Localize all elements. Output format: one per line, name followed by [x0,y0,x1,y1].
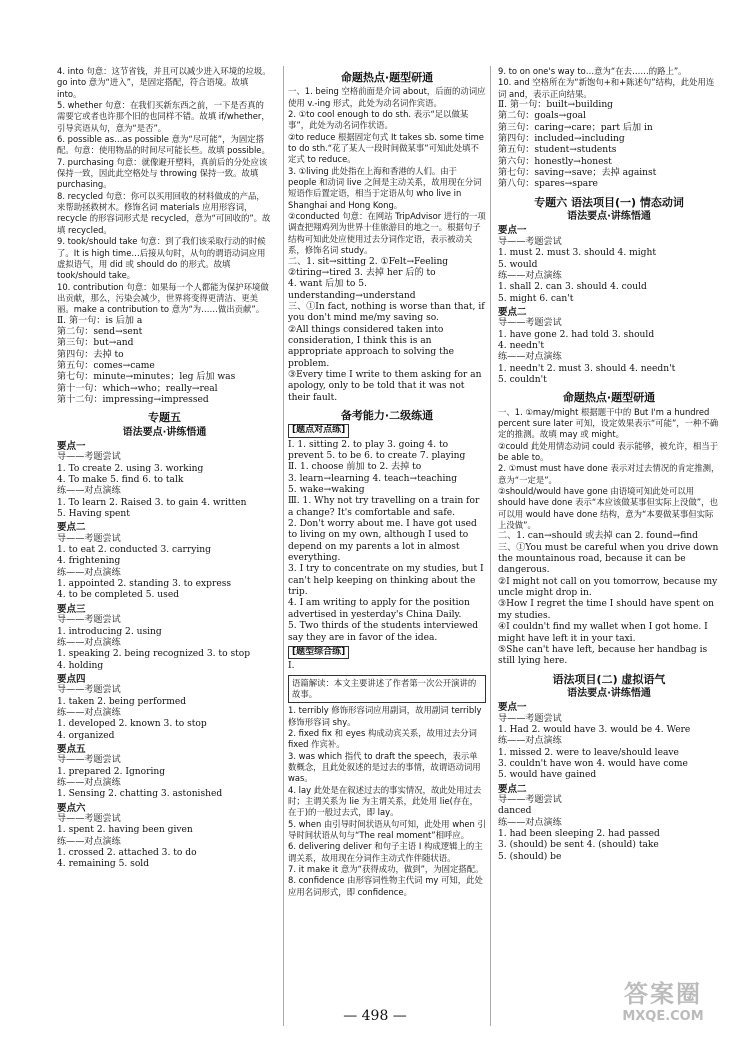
answer-line: 导——考题尝试 [498,318,562,329]
answer-line: ②All things considered taken into consideration, I think this is an appropriate approach to solving the problem. [288,324,455,369]
answer-line: 1. missed 2. were to leave/should leave [498,747,679,758]
answer-line: Ⅰ. 1. sitting 2. to play 3. going 4. to prevent 5. to be 6. to create 7. playing [288,439,466,461]
answer-line: 1. Sensing 2. chatting 3. astonished [57,789,223,800]
answer-line: 1. spent 2. having been given [57,825,193,836]
answer-line: 1. speaking 2. being recognized 3. to stop [57,649,251,660]
answer-line: 2. fixed fix 和 eyes 构成动宾关系，故用过去分词 fixed 作宾补。 [288,727,477,750]
answer-line: 1. crossed 2. attached 3. to do [57,848,197,859]
answer-line: ②should/would have gone 由语境可知此处可以用 should have done 表示“本应该做某事但实际上没做”，也可以用 would have done 结构，意为“本要做某事但实际上没做”。 [498,486,718,531]
answer-line: 9. took/should take 句意：到了我们该采取行动的时候了。It is high time…后接从句时，从句的谓语动词应用虚拟语气，用 did 或 should do 的形式。故填 took/should take。 [57,236,266,281]
answer-line: 5. whether 句意：在我们买新东西之前，一下是否真的需要它或者也许那个旧的也同样不错。故填 if/whether，引导宾语从句，意为“是否”。 [57,100,270,133]
answer-line: 4. to be completed 5. used [57,590,180,601]
point-heading: 要点六 [57,802,86,814]
point-heading: 要点二 [498,306,527,318]
answer-line: 4. into 句意：这节省钱，并且可以减少进入环境的垃圾。go into 意为“进入”，是固定搭配，符合语境。故填 into。 [57,66,271,99]
answer-line: 导——考题尝试 [57,755,121,766]
answer-line: 6. possible as…as possible 意为“尽可能”，为固定搭配。句意：使用物品的时间尽可能长些。故填 possible。 [57,134,270,156]
page-number: — 498 — [343,1008,407,1024]
answer-line: 4. frightening [57,556,121,567]
answer-line: 导——考题尝试 [57,814,121,824]
answer-line: 1. have gone 2. had told 3. should [498,329,655,340]
answer-line: ②tiring→tired 3. 去掉 her 后的 to [288,267,436,278]
answer-line: 第十一句：which→who；really→real [57,383,218,394]
answer-line: 二、1. sit→sitting 2. ①Felt→Feeling [288,256,449,267]
answer-line: 练——对点演练 [57,777,121,788]
answer-line: ②I might not call on you tomorrow, because my uncle might drop in. [498,576,718,599]
answer-line: 5. couldn't [498,374,547,385]
answer-line: 7. it make it 意为“获得成功，做到”，为固定搭配。 [288,864,484,875]
answer-line: 一、1. being 空格前面是介词 about，后面的动词应使用 v.-ing 形式，此处为动名词作宾语。 [288,86,486,108]
answer-line: 2. Don't worry about me. I have got used to living on my own, although I used to depend on my parents a lot in almost everything. [288,519,477,564]
answer-line: 练——对点演练 [57,707,121,718]
answer-line: 导——考题尝试 [57,533,121,544]
answer-line: 10. contribution 句意：如果每一个人都能为保护环境做出贡献，那么，污染会减少，世界将变得更清洁、更美丽。make a contribution to 意为“为……做出贡献”。 [57,281,269,315]
answer-line: 5. when 由引导时间状语从句可知，此处用 when 引导时间状语从句与“The real moment”相呼应。 [288,818,486,840]
answer-line: 4. lay 此处是在叙述过去的事实情况，故此处用过去时；主谓关系为 lie 为主谓关系，此处用 lie(存在，在于)的一般过去式，即 lay。 [288,784,482,818]
point-heading: 要点二 [57,522,86,534]
answer-line: ⑤She can't have left, because her handbag is still lying here. [498,644,708,667]
point-heading: 要点一 [498,225,527,237]
answer-line: 导——考题尝试 [498,794,562,805]
point-heading: 要点二 [498,783,527,795]
answer-line: 1. introducing 2. using [57,626,162,637]
answer-line: 5. Two thirds of the students interviewed say they are in favor of the idea. [288,621,479,643]
answer-line: 1. taken 2. being performed [57,696,187,707]
answer-line: 第七句：saving→save；去掉 against [498,168,657,179]
answer-line: 1. Had 2. would have 3. would be 4. Were [498,724,691,735]
answer-line: Ⅱ. 第一句：is 后加 a [57,315,143,326]
point-heading: 要点五 [57,743,86,755]
answer-line: 5. (should) be [498,851,562,862]
answer-line: 5. would [498,259,538,270]
answer-line: 第四句：included→including [498,134,625,145]
answer-line: 3. couldn't have won 4. would have come [498,758,688,769]
answer-line: 5. wake→waking [288,485,365,496]
answer-line: 3. was which 指代 to draft the speech，表示单数概念，且此处叙述的是过去的事情，故谓语动词用 was。 [288,750,481,784]
answer-line: 导——考题尝试 [498,236,562,247]
answer-line: 4. organized [57,730,115,741]
answer-line: 1. shall 2. can 3. should 4. could [498,282,647,293]
section-heading: 专题六 语法项目(一) 情态动词 [534,195,684,209]
answer-line: 6. delivering deliver 和句子主语 I 构成逻辑上的主谓关系，故用现在分词作主动式作伴随状语。 [288,841,483,863]
answer-line: Ⅲ. 1. Why not try travelling on a train for a change? It's comfortable and safe. [288,496,480,518]
site-watermark [604,974,722,1034]
subsection-heading: 语法要点·讲练悟通 [122,426,207,438]
answer-line: 第六句：honestly→honest [498,156,612,167]
watermark-logo-text: 答案圈 [624,980,702,1008]
answer-line: 1. appointed 2. standing 3. to express [57,579,232,590]
section-heading: 专题五 [148,411,181,425]
answer-line: 5. would have gained [498,770,597,781]
answer-line: 练——对点演练 [498,817,562,828]
answer-line: 1. terribly 修饰形容词应用副词，故用副词 terribly 修饰形容词 shy。 [288,705,482,727]
answer-line: ③Every time I write to them asking for an apology, only to be told that it was not their fault. [288,369,482,403]
answer-line: 4. To make 5. find 6. to talk [57,475,184,486]
answer-line: 第八句：spares→spare [498,179,598,190]
answer-line: 1. must 2. must 3. should 4. might [498,248,656,259]
answer-line: 导——考题尝试 [57,452,121,463]
section-heading: 命题热点·题型研通 [340,71,434,84]
answer-line: 1. developed 2. known 3. to stop [57,719,207,730]
answer-line: 3. I try to concentrate on my studies, but I can't help keeping on thinking about the trip. [288,564,484,598]
column-left [57,66,272,1026]
answer-line: 5. might 6. can't [498,293,574,304]
point-heading: 要点四 [57,673,86,685]
answer-line: 1. needn't 2. must 3. should 4. needn't [498,363,676,374]
answer-line: 练——对点演练 [57,836,121,847]
answer-line: 4. want 后加 to 5. understanding→understand [288,279,416,301]
answer-line: 练——对点演练 [57,637,121,648]
answer-line: 8. recycled 句意：你可以买用回收的材料做成的产品，来帮助拯救树木。修饰名词 materials 应用形容词，recycle 的形容词形式是 recycled，意为“可回收的”。故填 recycled。 [57,190,271,235]
answer-line: 4. remaining 5. sold [57,859,150,870]
answer-line: ②to reduce 根据固定句式 It takes sb. some time to do sth.“花了某人一段时间做某事”可知此处填不定式 to reduce。 [288,131,484,165]
answer-line: 10. and 空格所在为“新饱句+和+陈述句”结构，此处用连词 and，表示正向结果。 [498,77,715,99]
answer-line: 二、1. can→should 或去掉 can 2. found→find [498,531,698,542]
answer-line: 7. purchasing 句意：就像避开塑料，真前后的分处应该保持一致，因此此空格处与 throwing 保持一致。故填 purchasing。 [57,156,268,190]
answer-line: 三、①You must be careful when you drive down the mountainous road, because it can be dangerous. [498,542,719,576]
answer-line: 第七句：minute→minutes；leg 后加 was [57,372,236,383]
answer-line: 1. to eat 2. conducted 3. carrying [57,545,211,556]
answer-line: 3. (should) be sent 4. (should) take [498,840,659,851]
answer-line: 练——对点演练 [498,352,562,363]
answer-line: 第五句：comes→came [57,360,155,371]
answer-line: 2. ①must must have done 表示对过去情况的肯定推测，意为“一定是”。 [498,463,720,485]
answer-line: 第十二句：impressing→impressed [57,394,209,405]
answer-line: 1. had been sleeping 2. had passed [498,829,660,839]
answer-line: 1. To learn 2. Raised 3. to gain 4. written [57,497,247,508]
answer-line: 9. to on one's way to…意为“在去……的路上”。 [498,66,687,76]
answer-line: 一、1. ①may/might 根据题干中的 But I'm a hundred percent sure later 可知，设定效果表示“可能”，一种不确定的推测。故填 may 或 might。 [498,406,719,440]
answer-line: 导——考题尝试 [57,615,121,626]
answer-line: 3. learn→learning 4. teach→teaching [288,473,458,484]
point-heading: 要点三 [57,603,86,615]
answer-line: 第三句：but→and [57,338,134,349]
answer-line: 3. ①living 此处指在上海和香港的人们。由于 people 和动词 live 之间是主动关系，故用现在分词短语作后置定语，相当于定语从句 who live in Shanghai and Hong Kong。 [288,165,482,210]
section-heading: 备考能力·二级练通 [340,408,434,422]
answer-line: 三、①In fact, nothing is worse than that, if you don't mind me/my saving so. [288,301,485,324]
answer-line: 导——考题尝试 [498,713,562,724]
section-heading: 命题热点·题型研通 [562,391,656,405]
answer-line: 导——考题尝试 [57,685,121,696]
answer-line: 5. Having spent [57,509,130,520]
answer-line: 2. ①to cool enough to do sth. 表示“足以做某事”，此处为动名词作状语。 [288,109,469,131]
answer-line: ③How I regret the time I should have spent on my studies. [498,599,715,621]
section-heading: 语法项目(二) 虚拟语气 [552,672,666,686]
answer-line: 8. confidence 由形容词性物主代词 my 可知，此处应用名词形式，即 confidence。 [288,875,483,897]
answer-line: ②could 此处用情态动词 could 表示能够，被允许，相当于 be able to。 [498,440,718,462]
answer-line: 1. To create 2. using 3. working [57,463,204,474]
exercise-tag: [题型综合练] [288,646,349,659]
subsection-heading: 语法要点·讲练悟通 [567,211,651,223]
answer-line: 第三句：caring→care；part 后加 in [498,122,653,133]
answer-line: ②conducted 句意：在网站 TripAdvisor 进行的一项调查把翔鸡列为世界十佳旅游目的地之一。根据句子结构可知此处应使用过去分词作定语，表示被动关系，修饰名词 study。 [288,211,486,256]
column-middle [283,66,491,1026]
answer-line: 练——对点演练 [57,486,121,497]
answer-line: danced [498,806,532,817]
answer-line: 练——对点演练 [57,567,121,578]
answer-line: 练——对点演练 [498,736,562,747]
watermark-url: MXQE.COM [622,1009,704,1024]
answer-line: 第五句：student→students [498,145,617,156]
answer-line: Ⅱ. 第一句：built→building [498,100,614,111]
answer-line: 1. prepared 2. Ignoring [57,766,166,777]
answer-line: Ⅰ. [288,661,295,672]
answer-line: ④I couldn't find my wallet when I got home. I might have left it in your taxi. [498,622,708,644]
answer-line: 第四句：去掉 to [57,349,124,360]
column-right [498,66,720,1026]
answer-line: Ⅱ. 1. choose 前加 to 2. 去掉 to [288,462,422,473]
point-heading: 要点一 [498,702,527,714]
answer-line: 4. I am writing to apply for the position advertised in yesterday's China Daily. [288,598,470,620]
answer-line: 第二句：goals→goal [498,111,586,122]
subsection-heading: 语法要点·讲练悟通 [567,687,651,699]
answer-line: 4. needn't [498,340,545,351]
passage-summary-box: 语篇解读：本文主要讲述了作者第一次公开演讲的故事。 [288,675,486,704]
answer-line: 第二句：send→sent [57,326,143,337]
point-heading: 要点一 [57,441,86,452]
exercise-tag: [题点对点练] [288,424,349,437]
answer-line: 练——对点演练 [498,270,562,281]
answer-line: 4. holding [57,660,104,671]
